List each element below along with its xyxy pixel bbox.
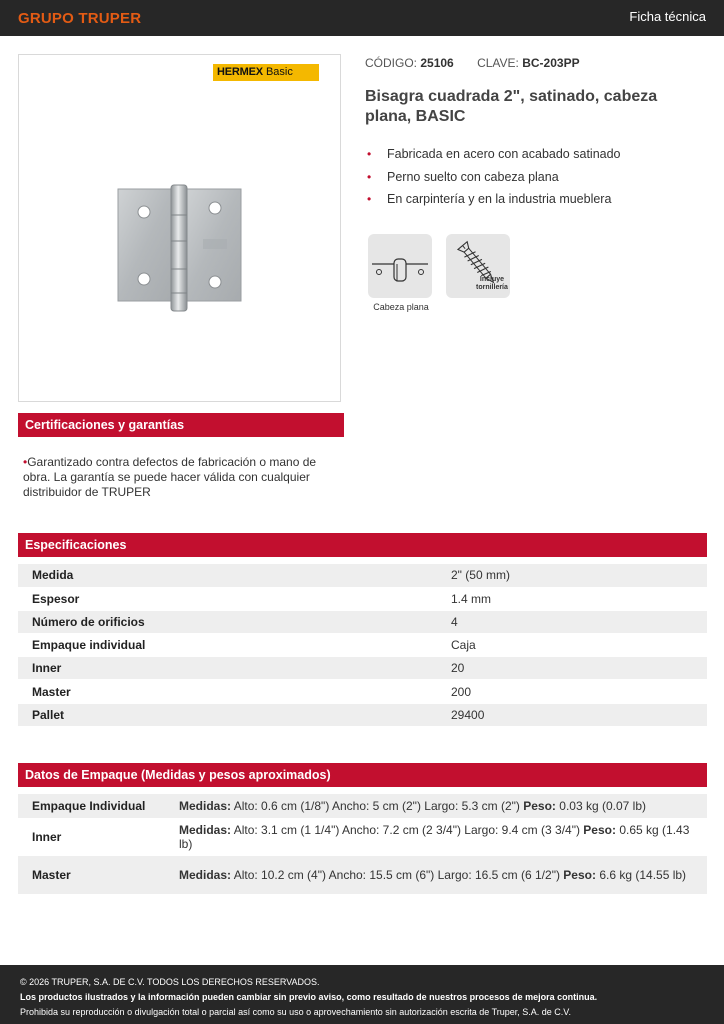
table-row: Empaque individual Caja [18,634,707,657]
table-row: Inner Medidas: Alto: 3.1 cm (1 1/4") Ancho: 7.2 cm (2 3/4") Largo: 9.4 cm (3 3/4") Peso: 0.65 kg (1.43 lb) [32,823,690,851]
table-row: Espesor 1.4 mm [18,587,707,610]
specifications-header: Especificaciones [18,533,707,557]
code-value: 25106 [420,56,454,70]
document-type: Ficha técnica [629,9,706,24]
bullet-icon: • [23,455,28,469]
reproduction-notice: Prohibida su reproducción o divulgación total o parcial así como su uso o aprovechamiento sin autorización escrita de Truper, S.A. de C.V. [20,1007,571,1017]
packing-table [18,794,707,894]
table-row: Número de orificios 4 [18,610,707,633]
copyright-text: © 2026 TRUPER, S.A. DE C.V. TODOS LOS DERECHOS RESERVADOS. [20,977,320,987]
footer [0,965,724,1024]
feature-list [367,146,621,214]
flat-head-caption: Cabeza plana [373,302,429,312]
hinge-image [115,181,245,315]
packing-header: Datos de Empaque (Medidas y pesos aproximados) [18,763,707,787]
bullet-icon: • [367,147,372,161]
logo-brand: HERMEX [217,66,263,78]
brand-logo: GRUPO TRUPER [18,10,142,27]
table-row: Pallet 29400 [18,703,707,726]
flat-head-pin-icon [368,234,432,298]
bullet-icon: • [367,192,372,206]
table-row: Master Medidas: Alto: 10.2 cm (4") Ancho: 15.5 cm (6") Largo: 16.5 cm (6 1/2") Peso: 6.6 kg (14.55 lb) [18,856,707,894]
feature-item: • Perno suelto con cabeza plana [367,169,559,184]
table-row: Master 200 [18,680,707,703]
table-row: Inner 20 [18,657,707,680]
top-header [0,0,724,36]
logo-line: Basic [265,66,293,78]
specifications-table [18,564,707,727]
warranty-text: •Garantizado contra defectos de fabricación o mano de obra. La garantía se puede hacer válida con cualquier distribuidor de TRUPER [23,455,317,499]
product-title: Bisagra cuadrada 2", satinado, cabeza plana, BASIC [365,88,658,125]
feature-item: • En carpintería y en la industria mueblera [367,192,612,206]
code-label: CÓDIGO: [365,56,418,70]
product-photo-frame [18,54,341,402]
table-row: Medida 2" (50 mm) [18,564,707,587]
screw-icon-label: Incluye tornillería [476,276,508,291]
key-label: CLAVE: [477,56,519,70]
key-value: BC-203PP [522,56,580,70]
hermex-basic-logo [213,64,319,81]
bullet-icon: • [367,169,372,184]
disclaimer-text: Los productos ilustrados y la información pueden cambiar sin previo aviso, como resultado de nuestros procesos de mejora continua. [20,992,598,1002]
certifications-header: Certificaciones y garantías [18,413,344,437]
table-row: Empaque Individual Medidas: Alto: 0.6 cm (1/8") Ancho: 5 cm (2") Largo: 5.3 cm (2") Peso: 0.03 kg (0.07 lb) [18,794,707,818]
feature-item: • Fabricada en acero con acabado satinado [367,147,621,161]
product-codes [365,56,580,70]
